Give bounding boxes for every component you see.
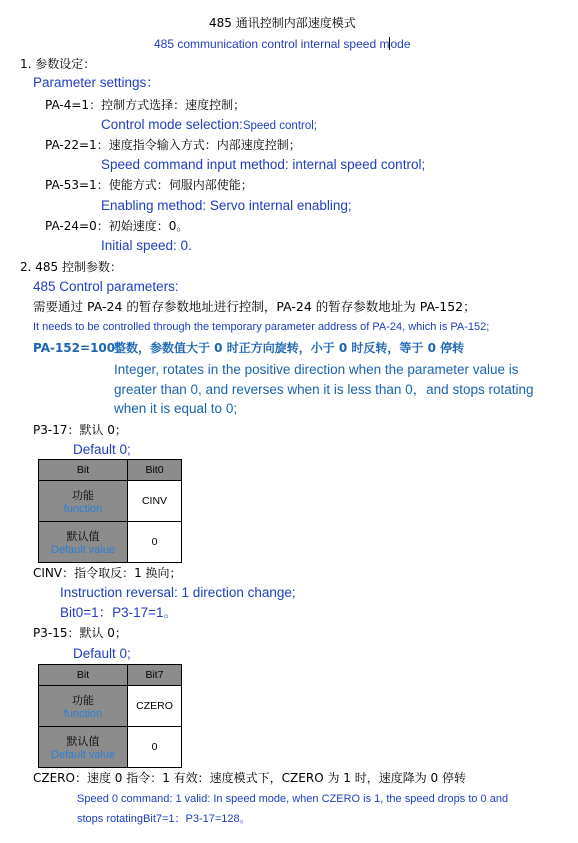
pa152-note-en: It needs to be controlled through the temporary parameter address of PA-24, which is PA-152; xyxy=(33,321,490,333)
pa24-en: Initial speed: 0. xyxy=(101,238,192,253)
p315-default-en: Default 0; xyxy=(73,646,131,661)
p315-header-bit: Bit xyxy=(39,665,128,686)
p317-default-en-cell: Default value xyxy=(50,544,116,556)
p317-header-bit: Bit xyxy=(39,460,128,481)
pa24-cn: PA-24=0：初始速度：0。 xyxy=(45,219,189,233)
p315-default-en-cell: Default value xyxy=(50,749,116,761)
pa53-en: Enabling method: Servo internal enabling; xyxy=(101,198,352,213)
pa152-note-cn: 需要通过 PA-24 的暂存参数地址进行控制，PA-24 的暂存参数地址为 PA-152； xyxy=(33,299,476,314)
p315-default-label xyxy=(39,727,128,768)
p315-bit-table xyxy=(38,664,182,768)
pa4-en xyxy=(101,117,317,134)
cinv-desc-cn: CINV：指令取反：1 换向； xyxy=(33,566,182,580)
section2-heading-en: 485 Control parameters: xyxy=(33,279,179,294)
p317-bit-table xyxy=(38,459,182,563)
p317-label: P3-17：默认 0； xyxy=(33,423,127,437)
section1-heading-en: Parameter settings： xyxy=(33,75,160,90)
title-cn: 485 通讯控制内部速度模式 xyxy=(209,16,356,30)
p317-function-cn: 功能 xyxy=(72,489,94,502)
p317-default-en: Default 0; xyxy=(73,442,131,457)
czero-desc-en-1: Speed 0 command: 1 valid: In speed mode, when CZERO is 1, the speed drops to 0 and xyxy=(77,793,509,805)
section2-heading: 2. 485 控制参数： xyxy=(20,260,122,274)
pa22-en: Speed command input method: internal speed control; xyxy=(101,157,426,172)
title-en xyxy=(154,37,411,51)
p315-function-en: function xyxy=(63,708,103,720)
cinv-example: Bit0=1：P3-17=1。 xyxy=(60,605,178,620)
p315-header-bit7: Bit7 xyxy=(128,665,182,686)
p317-function-value: CINV xyxy=(128,481,182,522)
pa152-label: PA-152=100： xyxy=(33,341,128,355)
p315-label: P3-15：默认 0； xyxy=(33,626,127,640)
title-en-part1: 485 communication control internal speed m xyxy=(154,37,390,51)
czero-desc-en-2: stops rotatingBit7=1：P3-17=128。 xyxy=(77,813,251,825)
p315-function-cn: 功能 xyxy=(72,694,94,707)
czero-desc-cn: CZERO：速度 0 指令：1 有效：速度模式下，CZERO 为 1 时，速度降为 0 停转 xyxy=(33,771,466,785)
pa152-desc-cn: 整数，参数值大于 0 时正方向旋转，小于 0 时反转，等于 0 停转 xyxy=(114,341,465,355)
cinv-desc-en: Instruction reversal: 1 direction change; xyxy=(60,585,296,600)
pa53-cn: PA-53=1：使能方式：伺服内部使能； xyxy=(45,178,253,192)
section1-heading: 1. 参数设定： xyxy=(20,57,96,71)
p315-function-label xyxy=(39,686,128,727)
pa152-desc-en: Integer, rotates in the positive direction when the parameter value is greater than 0, and reverses when it is less than 0，and stops rotating when it is equal to 0; xyxy=(114,362,534,416)
pa4-en-a: Control mode selection: xyxy=(101,117,243,132)
p315-default-value: 0 xyxy=(128,727,182,768)
p317-function-label xyxy=(39,481,128,522)
p317-header-bit0: Bit0 xyxy=(128,460,182,481)
p317-default-label xyxy=(39,522,128,563)
pa4-cn: PA-4=1：控制方式选择：速度控制； xyxy=(45,98,246,112)
p315-default-cn: 默认值 xyxy=(66,735,100,748)
pa22-cn: PA-22=1：速度指令输入方式：内部速度控制； xyxy=(45,138,301,152)
p317-default-cn: 默认值 xyxy=(66,530,100,543)
pa4-en-b: Speed control; xyxy=(242,120,317,132)
title-en-part2: ode xyxy=(390,37,411,51)
p317-function-en: function xyxy=(63,503,103,515)
p315-function-value: CZERO xyxy=(128,686,182,727)
p317-default-value: 0 xyxy=(128,522,182,563)
